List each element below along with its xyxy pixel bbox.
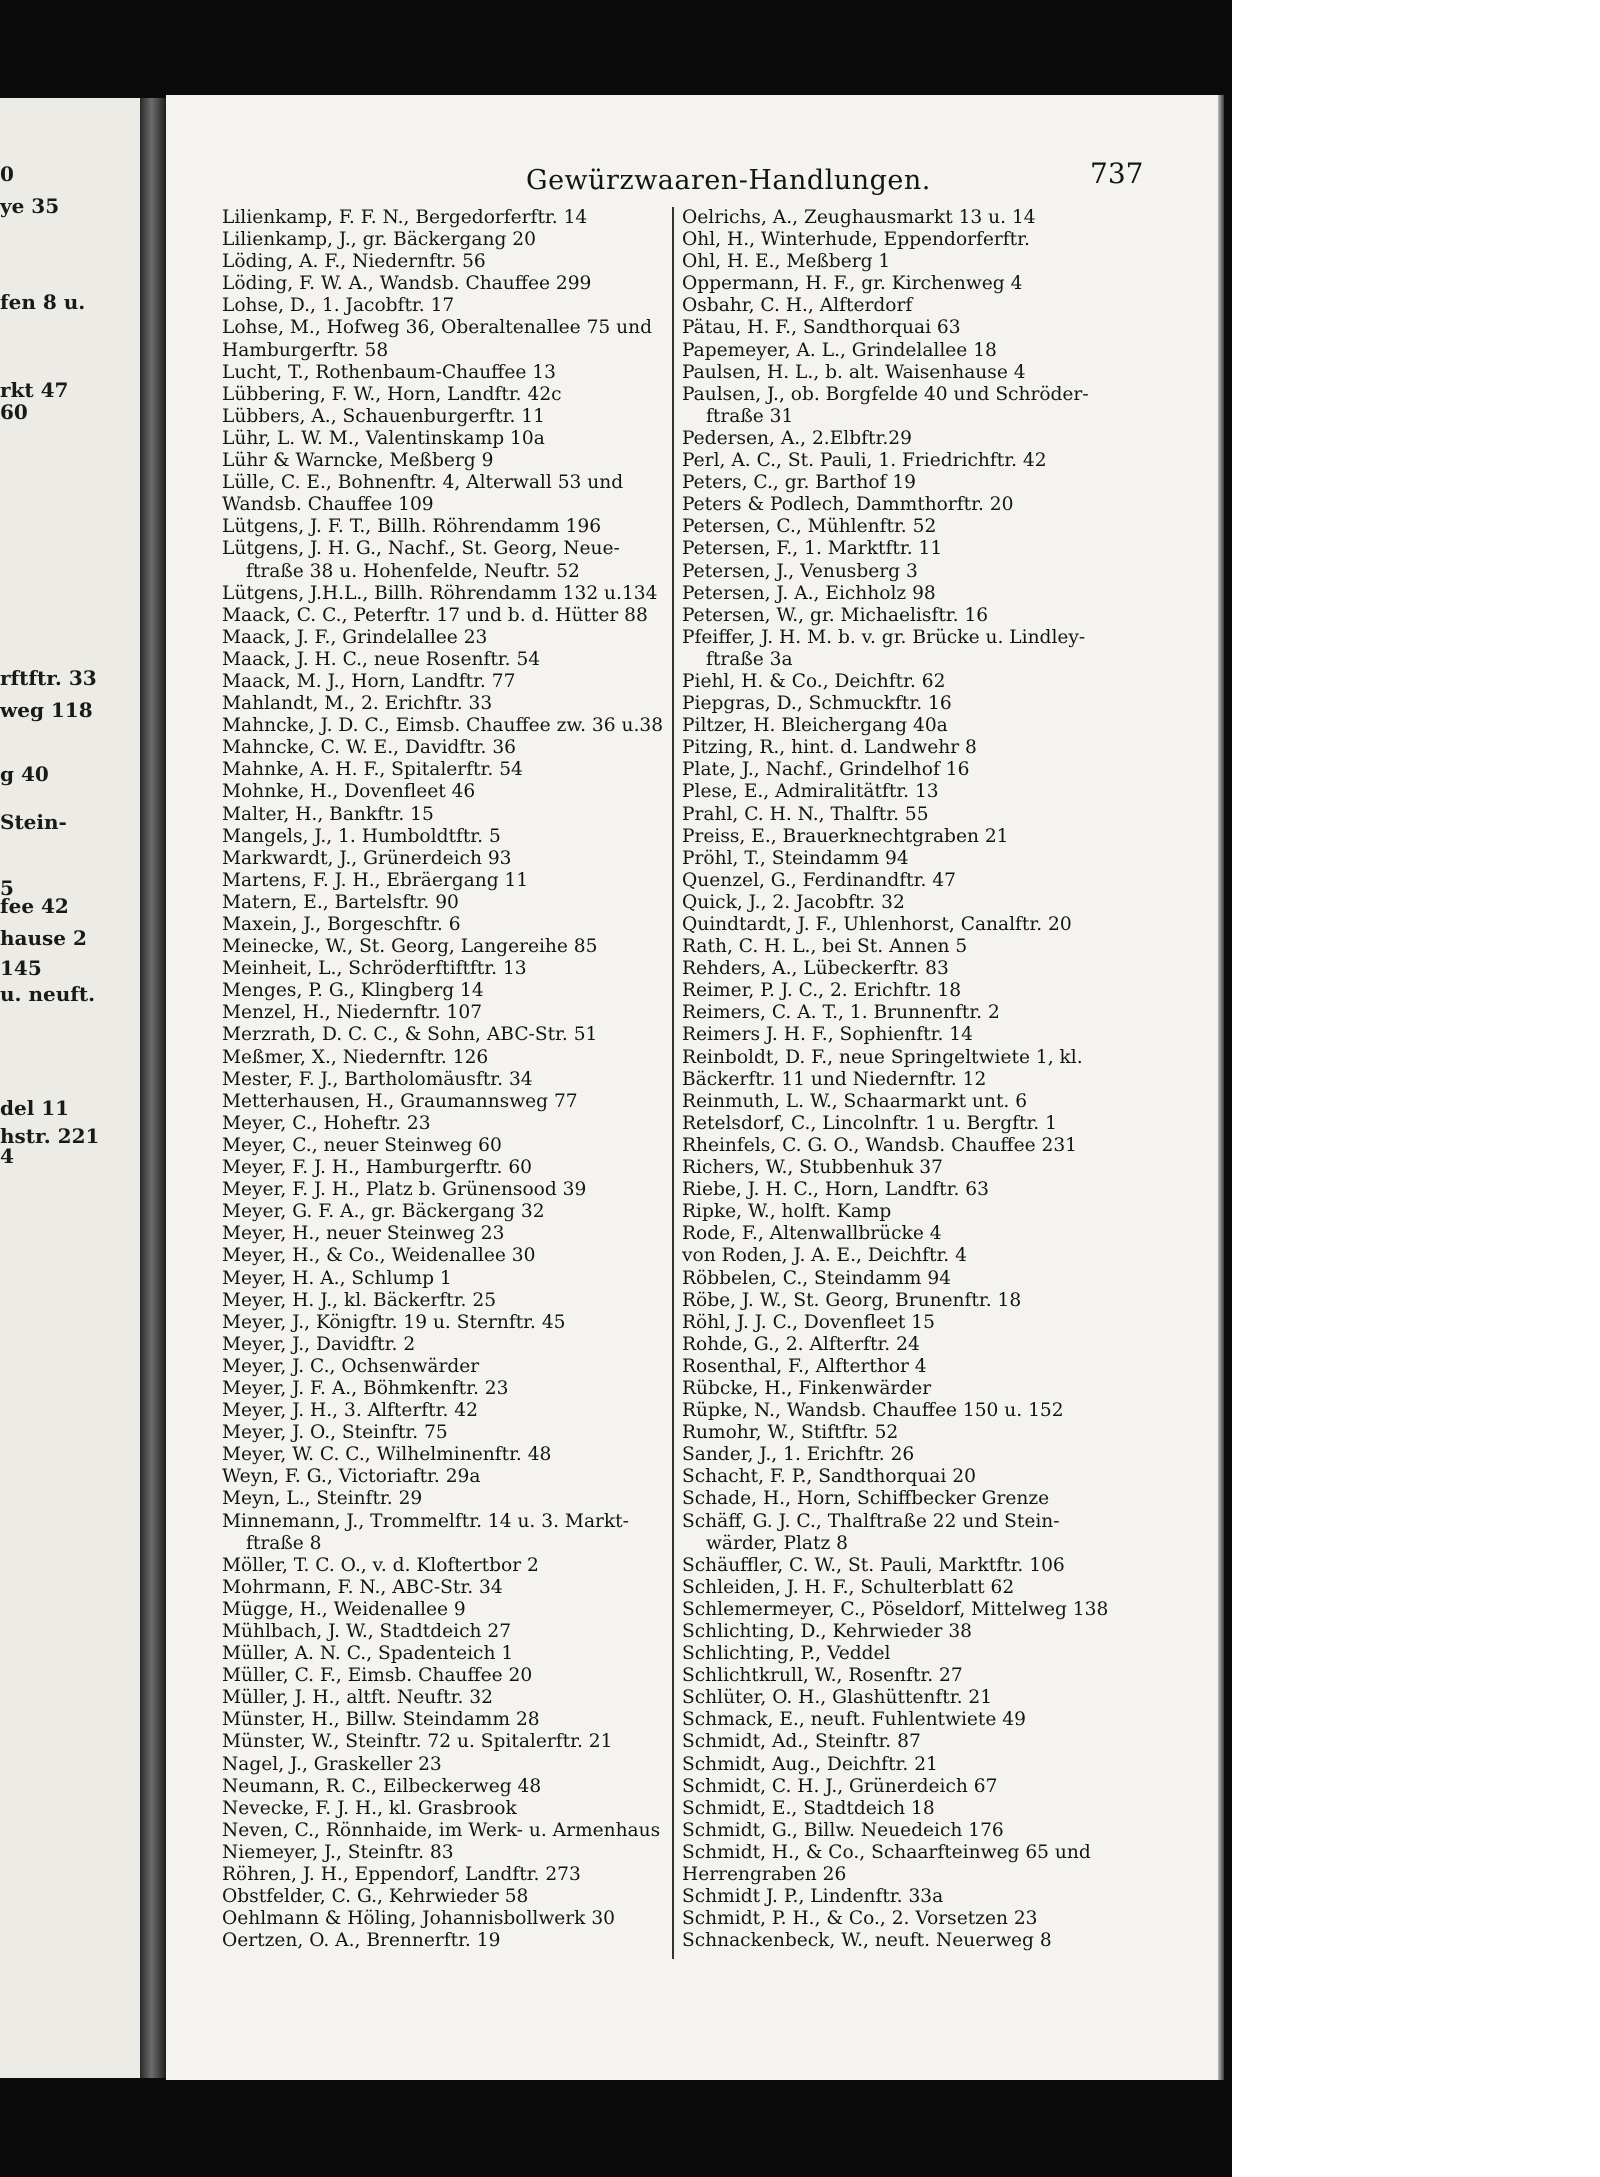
- directory-entry: Peters & Podlech, Dammthorftr. 20: [682, 494, 1014, 516]
- directory-entry: Lübbers, A., Schauenburgerftr. 11: [222, 405, 545, 427]
- directory-entry: Lohse, D., 1. Jacobftr. 17: [222, 295, 455, 317]
- directory-entry: Preiss, E., Brauerknechtgraben 21: [682, 825, 1009, 847]
- directory-entry: Lütgens, J. F. T., Billh. Röhrendamm 196: [222, 516, 602, 538]
- directory-entry: Papemeyer, A. L., Grindelallee 18: [682, 339, 997, 361]
- directory-entry: Röhl, J. J. C., Dovenfleet 15: [682, 1311, 935, 1333]
- directory-entry: Nagel, J., Graskeller 23: [222, 1753, 442, 1775]
- directory-entry: Merzrath, D. C. C., & Sohn, ABC-Str. 51: [222, 1024, 598, 1046]
- directory-entry: Maack, J. H. C., neue Rosenftr. 54: [222, 648, 541, 670]
- directory-entry: Rode, F., Altenwallbrücke 4: [682, 1223, 942, 1245]
- directory-entry: Schmidt, E., Stadtdeich 18: [682, 1797, 935, 1819]
- directory-entry: Münster, H., Billw. Steindamm 28: [222, 1709, 540, 1731]
- directory-entry: Löding, F. W. A., Wandsb. Chauffee 299: [222, 273, 592, 295]
- directory-entry: Röhren, J. H., Eppendorf, Landftr. 273: [222, 1864, 581, 1886]
- directory-entry: Lübbering, F. W., Horn, Landftr. 42c: [222, 383, 562, 405]
- directory-entry: Meyer, J. C., Ochsenwärder: [222, 1355, 480, 1377]
- directory-entry: Schlüter, O. H., Glashüttenftr. 21: [682, 1687, 993, 1709]
- directory-entry: Meyer, C., Hoheftr. 23: [222, 1112, 431, 1134]
- left-page-fragment: rftftr. 33: [0, 666, 97, 690]
- directory-entry: Malter, H., Bankftr. 15: [222, 803, 434, 825]
- directory-entry: Minnemann, J., Trommelftr. 14 u. 3. Markt-: [222, 1510, 629, 1532]
- left-page-fragment: rkt 47: [0, 378, 69, 402]
- directory-entry: Wandsb. Chauffee 109: [222, 494, 434, 516]
- directory-entry: Maack, C. C., Peterftr. 17 und b. d. Hütter 88: [222, 604, 648, 626]
- directory-entry: ftraße 8: [246, 1532, 322, 1554]
- directory-entry: Lilienkamp, J., gr. Bäckergang 20: [222, 229, 536, 251]
- directory-entry: Schnackenbeck, W., neuft. Neuerweg 8: [682, 1930, 1052, 1952]
- directory-entry: Pröhl, T., Steindamm 94: [682, 847, 909, 869]
- directory-entry: Perl, A. C., St. Pauli, 1. Friedrichftr. 42: [682, 450, 1047, 472]
- directory-entry: Schmack, E., neuft. Fuhlentwiete 49: [682, 1709, 1026, 1731]
- directory-entry: von Roden, J. A. E., Deichftr. 4: [682, 1245, 967, 1267]
- directory-entry: Matern, E., Bartelsftr. 90: [222, 891, 459, 913]
- directory-entry: Oertzen, O. A., Brennerftr. 19: [222, 1930, 501, 1952]
- directory-entry: Meinecke, W., St. Georg, Langereihe 85: [222, 936, 598, 958]
- directory-entry: Petersen, C., Mühlenftr. 52: [682, 516, 937, 538]
- directory-entry: Meyer, H. J., kl. Bäckerftr. 25: [222, 1289, 497, 1311]
- directory-entry: wärder, Platz 8: [706, 1532, 849, 1554]
- directory-entry: Ohl, H. E., Meßberg 1: [682, 251, 891, 273]
- directory-entry: Sander, J., 1. Erichftr. 26: [682, 1444, 915, 1466]
- directory-entry: Maack, M. J., Horn, Landftr. 77: [222, 670, 516, 692]
- directory-entry: Metterhausen, H., Graumannsweg 77: [222, 1090, 578, 1112]
- directory-entry: Meyer, C., neuer Steinweg 60: [222, 1134, 502, 1156]
- directory-entry: Schmidt, G., Billw. Neuedeich 176: [682, 1819, 1004, 1841]
- left-page-fragment: weg 118: [0, 698, 93, 722]
- directory-entry: Piltzer, H. Bleichergang 40a: [682, 715, 948, 737]
- directory-entry: Rehders, A., Lübeckerftr. 83: [682, 958, 949, 980]
- directory-entry: Mahlandt, M., 2. Erichftr. 33: [222, 693, 493, 715]
- directory-entry: ftraße 38 u. Hohenfelde, Neuftr. 52: [246, 560, 580, 582]
- left-column: [222, 207, 727, 1952]
- directory-entry: Oelrichs, A., Zeughausmarkt 13 u. 14: [682, 207, 1036, 228]
- directory-entry: Peters, C., gr. Barthof 19: [682, 472, 917, 494]
- directory-entry: Schäuffler, C. W., St. Pauli, Marktftr. 106: [682, 1554, 1065, 1576]
- directory-entry: Pätau, H. F., Sandthorquai 63: [682, 317, 961, 339]
- directory-entry: Rumohr, W., Stiftftr. 52: [682, 1422, 899, 1444]
- directory-entry: Müller, J. H., altft. Neuftr. 32: [222, 1687, 493, 1709]
- directory-entry: Petersen, F., 1. Marktftr. 11: [682, 538, 943, 560]
- left-page-fragment: 145: [0, 956, 42, 980]
- directory-entry: Herrengraben 26: [682, 1864, 847, 1886]
- right-page: [166, 95, 1222, 2080]
- directory-entry: Meyer, F. J. H., Platz b. Grünensood 39: [222, 1179, 587, 1201]
- directory-entry: Rosenthal, F., Alfterthor 4: [682, 1355, 927, 1377]
- directory-entry: Mangels, J., 1. Humboldtftr. 5: [222, 825, 501, 847]
- directory-entry: Piepgras, D., Schmuckftr. 16: [682, 693, 952, 715]
- directory-entry: Mügge, H., Weidenallee 9: [222, 1598, 466, 1620]
- directory-entry: Nevecke, F. J. H., kl. Grasbrook: [222, 1797, 517, 1819]
- directory-entry: Lilienkamp, F. F. N., Bergedorferftr. 14: [222, 207, 588, 228]
- directory-entry: Quick, J., 2. Jacobftr. 32: [682, 891, 905, 913]
- directory-entry: Piehl, H. & Co., Deichftr. 62: [682, 670, 946, 692]
- directory-entry: Ripke, W., holft. Kamp: [682, 1201, 892, 1223]
- directory-entry: Quindtardt, J. F., Uhlenhorst, Canalftr. 20: [682, 914, 1072, 935]
- directory-entry: Reinboldt, D. F., neue Springeltwiete 1, kl.: [682, 1046, 1083, 1068]
- left-page-fragment: 0: [0, 162, 14, 186]
- page-edge-shadow: [1218, 95, 1224, 2080]
- directory-entry: Röbe, J. W., St. Georg, Brunenftr. 18: [682, 1289, 1022, 1311]
- directory-entry: Schmidt, C. H. J., Grünerdeich 67: [682, 1775, 998, 1797]
- directory-entry: Röbbelen, C., Steindamm 94: [682, 1267, 952, 1289]
- directory-entry: Ohl, H., Winterhude, Eppendorferftr.: [682, 229, 1030, 251]
- directory-entry: Lühr & Warncke, Meßberg 9: [222, 450, 494, 472]
- directory-entry: Schmidt, H., & Co., Schaarfteinweg 65 und: [682, 1841, 1091, 1863]
- directory-entry: Rüpke, N., Wandsb. Chauffee 150 u. 152: [682, 1400, 1064, 1422]
- directory-entry: Meyer, H., neuer Steinweg 23: [222, 1223, 505, 1245]
- left-page-fragment: del 11: [0, 1096, 70, 1120]
- directory-entry: Meyer, F. J. H., Hamburgerftr. 60: [222, 1157, 532, 1179]
- directory-entry: Mühlbach, J. W., Stadtdeich 27: [222, 1621, 512, 1642]
- directory-entry: Prahl, C. H. N., Thalftr. 55: [682, 803, 929, 825]
- directory-entry: Schmidt J. P., Lindenftr. 33a: [682, 1886, 944, 1908]
- directory-entry: Schleiden, J. H. F., Schulterblatt 62: [682, 1576, 1015, 1598]
- directory-entry: Lütgens, J.H.L., Billh. Röhrendamm 132 u.134: [222, 582, 658, 604]
- directory-entry: Mohrmann, F. N., ABC-Str. 34: [222, 1576, 503, 1598]
- directory-entry: Löding, A. F., Niedernftr. 56: [222, 251, 486, 273]
- directory-entry: Meyer, J., Königftr. 19 u. Sternftr. 45: [222, 1311, 566, 1333]
- directory-entry: Pfeiffer, J. H. M. b. v. gr. Brücke u. Lindley-: [682, 626, 1086, 648]
- directory-entry: Markwardt, J., Grünerdeich 93: [222, 847, 512, 869]
- left-page-fragment: u. neuft.: [0, 982, 96, 1006]
- directory-entry: Möller, T. C. O., v. d. Kloftertbor 2: [222, 1554, 539, 1576]
- directory-entry: Mester, F. J., Bartholomäusftr. 34: [222, 1068, 533, 1090]
- directory-entry: Neven, C., Rönnhaide, im Werk- u. Armenhaus: [222, 1819, 661, 1841]
- directory-entry: Petersen, W., gr. Michaelisftr. 16: [682, 604, 989, 626]
- left-page-fragment: ye 35: [0, 194, 60, 218]
- directory-entry: Plate, J., Nachf., Grindelhof 16: [682, 759, 970, 781]
- directory-entry: Meyer, H. A., Schlump 1: [222, 1267, 452, 1289]
- directory-entry: Lühr, L. W. M., Valentinskamp 10a: [222, 427, 545, 449]
- directory-entry: Müller, A. N. C., Spadenteich 1: [222, 1643, 514, 1665]
- directory-entry: Meyer, J. O., Steinftr. 75: [222, 1422, 448, 1444]
- directory-entry: Rübcke, H., Finkenwärder: [682, 1377, 932, 1399]
- left-page-edge: [0, 98, 140, 2078]
- directory-entry: Mohnke, H., Dovenfleet 46: [222, 781, 476, 803]
- directory-entry: Schlichting, D., Kehrwieder 38: [682, 1621, 972, 1642]
- page-number: 737: [1090, 157, 1144, 190]
- directory-entry: Paulsen, J., ob. Borgfelde 40 und Schröder-: [682, 383, 1089, 405]
- directory-entry: Oehlmann & Höling, Johannisbollwerk 30: [222, 1908, 615, 1930]
- directory-entry: ftraße 31: [706, 405, 794, 427]
- directory-entry: Schmidt, P. H., & Co., 2. Vorsetzen 23: [682, 1908, 1038, 1930]
- directory-entry: Schmidt, Aug., Deichftr. 21: [682, 1753, 938, 1775]
- directory-entry: Schlemermeyer, C., Pöseldorf, Mittelweg 138: [682, 1598, 1109, 1620]
- directory-entry: Richers, W., Stubbenhuk 37: [682, 1157, 943, 1179]
- directory-entry: Mahncke, C. W. E., Davidftr. 36: [222, 737, 516, 759]
- directory-entry: Reimers, C. A. T., 1. Brunnenftr. 2: [682, 1002, 1000, 1024]
- directory-entry: Maxein, J., Borgeschftr. 6: [222, 914, 461, 935]
- directory-entry: Lucht, T., Rothenbaum-Chauffee 13: [222, 361, 556, 383]
- left-page-fragment: 60: [0, 400, 28, 424]
- directory-entry: Petersen, J., Venusberg 3: [682, 560, 918, 582]
- directory-entry: Rath, C. H. L., bei St. Annen 5: [682, 936, 968, 958]
- directory-entry: Quenzel, G., Ferdinandftr. 47: [682, 869, 956, 891]
- directory-entry: Rheinfels, C. G. O., Wandsb. Chauffee 231: [682, 1134, 1077, 1156]
- directory-entry: Schade, H., Horn, Schiffbecker Grenze: [682, 1488, 1050, 1510]
- directory-entry: Mahnke, A. H. F., Spitalerftr. 54: [222, 759, 523, 781]
- directory-entry: Pedersen, A., 2.Elbftr.29: [682, 427, 912, 449]
- directory-entry: Schacht, F. P., Sandthorquai 20: [682, 1466, 976, 1488]
- directory-entry: Meßmer, X., Niedernftr. 126: [222, 1046, 489, 1068]
- directory-entry: Neumann, R. C., Eilbeckerweg 48: [222, 1775, 542, 1797]
- left-page-fragment: 4: [0, 1144, 14, 1168]
- book-gutter: [140, 98, 166, 2078]
- directory-entry: Meyer, J., Davidftr. 2: [222, 1333, 416, 1355]
- directory-entry: Paulsen, H. L., b. alt. Waisenhause 4: [682, 361, 1026, 383]
- directory-entry: Schlichting, P., Veddel: [682, 1643, 891, 1665]
- left-page-fragment: fen 8 u.: [0, 290, 86, 314]
- directory-entry: Menges, P. G., Klingberg 14: [222, 980, 484, 1002]
- page-title: Gewürzwaaren-Handlungen.: [526, 165, 931, 196]
- directory-entry: Retelsdorf, C., Lincolnftr. 1 u. Bergftr. 1: [682, 1112, 1057, 1134]
- directory-entry: Meyer, J. F. A., Böhmkenftr. 23: [222, 1377, 509, 1399]
- directory-entry: Martens, F. J. H., Ebräergang 11: [222, 869, 529, 891]
- directory-entry: Meyn, L., Steinftr. 29: [222, 1488, 423, 1510]
- left-page-fragment: hause 2: [0, 926, 87, 950]
- directory-entry: Osbahr, C. H., Alfterdorf: [682, 295, 913, 317]
- directory-entry: Lohse, M., Hofweg 36, Oberaltenallee 75 und: [222, 317, 652, 339]
- directory-entry: Pitzing, R., hint. d. Landwehr 8: [682, 737, 977, 759]
- left-page-fragment: Stein-: [0, 810, 67, 834]
- left-page-fragment: g 40: [0, 762, 49, 786]
- directory-entry: Müller, C. F., Eimsb. Chauffee 20: [222, 1665, 533, 1687]
- directory-entry: Reimer, P. J. C., 2. Erichftr. 18: [682, 980, 962, 1002]
- directory-entry: Riebe, J. H. C., Horn, Landftr. 63: [682, 1179, 989, 1201]
- directory-entry: Bäckerftr. 11 und Niedernftr. 12: [682, 1068, 987, 1090]
- directory-entry: Obstfelder, C. G., Kehrwieder 58: [222, 1886, 529, 1908]
- directory-entry: Meyer, J. H., 3. Alfterftr. 42: [222, 1400, 478, 1422]
- directory-entry: Rohde, G., 2. Alfterftr. 24: [682, 1333, 920, 1355]
- directory-entry: Meyer, G. F. A., gr. Bäckergang 32: [222, 1201, 545, 1223]
- directory-entry: Maack, J. F., Grindelallee 23: [222, 626, 488, 648]
- directory-entry: Hamburgerftr. 58: [222, 339, 389, 361]
- left-page-fragment: fee 42: [0, 894, 69, 918]
- directory-entry: Schäff, G. J. C., Thalftraße 22 und Stein-: [682, 1510, 1060, 1532]
- directory-entry: Meinheit, L., Schröderftiftftr. 13: [222, 958, 527, 980]
- directory-entry: Mahncke, J. D. C., Eimsb. Chauffee zw. 36 u.38: [222, 715, 664, 737]
- directory-entry: Niemeyer, J., Steinftr. 83: [222, 1841, 454, 1863]
- column-divider: [672, 207, 674, 1959]
- directory-entry: Schmidt, Ad., Steinftr. 87: [682, 1731, 921, 1753]
- directory-entry: Weyn, F. G., Victoriaftr. 29a: [222, 1466, 481, 1488]
- directory-entry: Lülle, C. E., Bohnenftr. 4, Alterwall 53 und: [222, 472, 624, 494]
- directory-entry: Petersen, J. A., Eichholz 98: [682, 582, 936, 604]
- directory-entry: Meyer, W. C. C., Wilhelminenftr. 48: [222, 1444, 552, 1466]
- directory-entry: Reinmuth, L. W., Schaarmarkt unt. 6: [682, 1090, 1028, 1112]
- directory-entry: Reimers J. H. F., Sophienftr. 14: [682, 1024, 973, 1046]
- left-page-fragment: 5: [0, 876, 14, 900]
- directory-entry: Lütgens, J. H. G., Nachf., St. Georg, Neue-: [222, 538, 620, 560]
- right-column: [682, 207, 1202, 1952]
- directory-entry: Meyer, H., & Co., Weidenallee 30: [222, 1245, 536, 1267]
- directory-entry: Münster, W., Steinftr. 72 u. Spitalerftr. 21: [222, 1731, 613, 1753]
- directory-entry: Plese, E., Admiralitätftr. 13: [682, 781, 939, 803]
- directory-entry: ftraße 3a: [706, 648, 793, 670]
- directory-entry: Oppermann, H. F., gr. Kirchenweg 4: [682, 273, 1023, 295]
- directory-entry: Schlichtkrull, W., Rosenftr. 27: [682, 1665, 963, 1687]
- left-page-fragment: hstr. 221: [0, 1124, 100, 1148]
- directory-entry: Menzel, H., Niedernftr. 107: [222, 1002, 483, 1024]
